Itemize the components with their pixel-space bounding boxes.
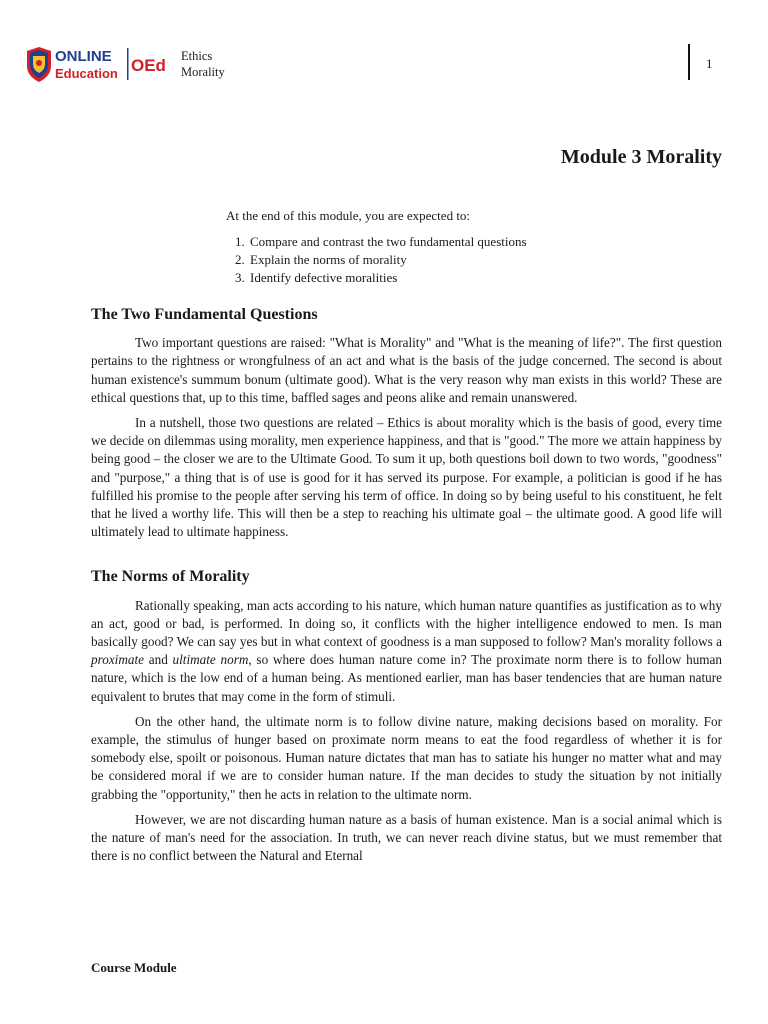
text-run: and — [143, 652, 173, 668]
page-title: Module 3 Morality — [560, 146, 722, 168]
term-proximate: proximate — [91, 652, 144, 668]
section-heading-norms-of-morality: The Norms of Morality — [91, 568, 250, 586]
term-ultimate-norm: ultimate norm — [172, 652, 249, 668]
objective-item: 2. Explain the norms of morality — [248, 251, 726, 269]
logo-text-education: Education — [55, 66, 118, 81]
header-subject: Ethics — [181, 49, 213, 63]
header-divider — [688, 44, 690, 80]
learning-objectives — [226, 207, 726, 287]
paragraph: In a nutshell, those two questions are related – Ethics is about morality which is the basis of good, every time we decide on dilemmas using morality, men experience happiness, and that is "good." The more we attain happiness by being good – the closer we are to the Ultimate Good. To sum it up, both questions boil down to two words, "goodness" and "purpose," a thing that is of use is good for it has served its purpose. For example, a politician is good if he has fulfilled his promise to the people after serving his term of office. In doing so by being useful to his constituent, he felt that he lived a worthy life. This will then be a step to reaching his ultimate goal – the ultimate good. A good life will ultimately lead to ultimate happiness. — [91, 415, 722, 540]
objectives-list — [226, 233, 726, 287]
objective-item: 1. Compare and contrast the two fundamental questions — [248, 233, 726, 251]
text-run: Rationally speaking, man acts according to his nature, which human nature quantifies as justification as to why an act, good or bad, is performed. In doing so, it conflicts with the higher intelligence endowed to men. Is man basically good? We can say yes but in what context of goodness is a man supposed to follow? Man's morality follows a — [91, 597, 722, 650]
objective-item: 3. Identify defective moralities — [248, 269, 726, 287]
paragraph — [91, 597, 722, 706]
header-topic: Morality — [181, 65, 225, 79]
logo-text-oed: OEd — [131, 56, 166, 75]
paragraph: However, we are not discarding human nature as a basis of human existence. Man is a social animal which is the nature of man's need for the association. In truth, we can never reach divine status, but we must remember that there is no conflict between the Natural and Eternal — [91, 811, 722, 864]
page-header — [0, 0, 768, 110]
paragraph: Two important questions are raised: "What is Morality" and "What is the meaning of life?". The first question pertains to the rightness or wrongfulness of an act and what is the basis of the judge concerned. The second is about human existence's summum bonum (ultimate good). What is the very reason why man exists in this world? These are ethical questions that, up to this time, baffled sages and peons alike and remain unanswered. — [91, 335, 722, 405]
paragraph: On the other hand, the ultimate norm is to follow divine nature, making decisions based on morality. For example, the stimulus of hunger based on proximate norm means to eat the food regardless of whether it is for somebody else, spoilt or poisonous. Human nature dictates that man has to satiate his hunger no matter what and may be considered moral if we are to consider human nature. If the man decides to study the situation by not initially grabbing the "opportunity," then he acts in relation to the ultimate norm. — [91, 713, 722, 802]
text-run: , so where does human nature come in? The proximate norm there is to follow human nature, which is the low end of a human being. As mentioned earlier, man has baser tendencies that are human nature equivalent to brutes that may come in the form of stimuli. — [91, 652, 722, 704]
objectives-intro: At the end of this module, you are expected to: — [226, 208, 471, 223]
page-number: 1 — [706, 56, 713, 71]
section-heading-fundamental-questions: The Two Fundamental Questions — [91, 306, 318, 323]
online-education-logo — [24, 44, 174, 84]
header-subject-block — [181, 48, 225, 80]
footer-label: Course Module — [91, 960, 177, 975]
logo-text-online: ONLINE — [55, 48, 112, 65]
module-content — [91, 306, 722, 872]
